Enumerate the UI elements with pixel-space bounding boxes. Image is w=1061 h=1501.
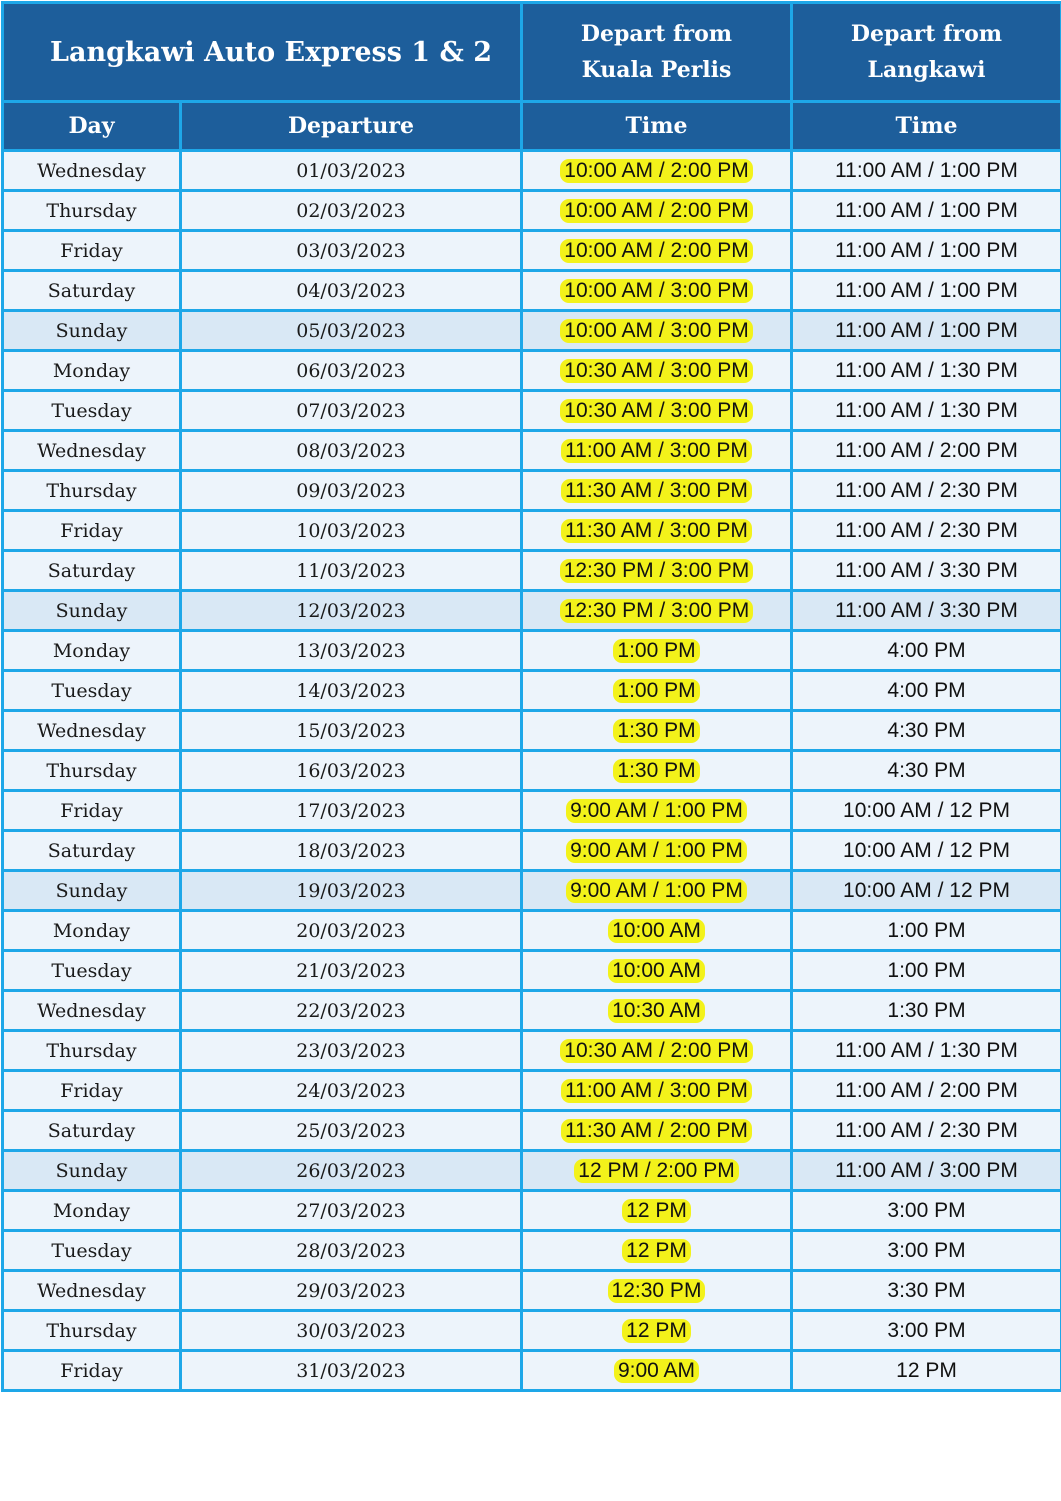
highlighted-time: 12 PM / 2:00 PM — [574, 1159, 738, 1183]
table-row — [3, 471, 1061, 511]
kuala-perlis-time-cell — [522, 751, 792, 791]
table-row — [3, 1351, 1061, 1391]
highlighted-time: 10:00 AM / 3:00 PM — [560, 319, 752, 343]
langkawi-time-cell: 11:00 AM / 2:30 PM — [792, 471, 1061, 511]
table-row — [3, 351, 1061, 391]
highlighted-time: 11:30 AM / 2:00 PM — [561, 1119, 752, 1143]
departure-date-cell: 27/03/2023 — [181, 1191, 522, 1231]
departure-date-cell: 16/03/2023 — [181, 751, 522, 791]
highlighted-time: 12:30 PM / 3:00 PM — [560, 599, 754, 623]
day-cell: Friday — [3, 791, 181, 831]
kuala-perlis-time-cell — [522, 1031, 792, 1071]
highlighted-time: 10:00 AM / 2:00 PM — [560, 159, 752, 183]
departure-date-cell: 24/03/2023 — [181, 1071, 522, 1111]
kuala-perlis-time-cell — [522, 1351, 792, 1391]
kuala-perlis-time-cell — [522, 511, 792, 551]
table-row — [3, 631, 1061, 671]
highlighted-time: 11:30 AM / 3:00 PM — [561, 519, 752, 543]
header-kp-line1: Depart from — [523, 16, 790, 52]
table-title: Langkawi Auto Express 1 & 2 — [3, 3, 522, 102]
highlighted-time: 10:00 AM / 2:00 PM — [560, 239, 752, 263]
highlighted-time: 1:30 PM — [613, 719, 699, 743]
departure-date-cell: 03/03/2023 — [181, 231, 522, 271]
kuala-perlis-time-cell — [522, 351, 792, 391]
langkawi-time-cell: 11:00 AM / 1:00 PM — [792, 311, 1061, 351]
kuala-perlis-time-cell — [522, 1111, 792, 1151]
day-cell: Monday — [3, 911, 181, 951]
langkawi-time-cell: 11:00 AM / 2:30 PM — [792, 1111, 1061, 1151]
kuala-perlis-time-cell — [522, 431, 792, 471]
table-row — [3, 831, 1061, 871]
kuala-perlis-time-cell — [522, 471, 792, 511]
day-cell: Wednesday — [3, 1271, 181, 1311]
departure-date-cell: 26/03/2023 — [181, 1151, 522, 1191]
highlighted-time: 11:30 AM / 3:00 PM — [561, 479, 752, 503]
highlighted-time: 12:30 PM / 3:00 PM — [560, 559, 754, 583]
table-row — [3, 551, 1061, 591]
day-cell: Thursday — [3, 751, 181, 791]
table-row — [3, 1031, 1061, 1071]
day-cell: Friday — [3, 1071, 181, 1111]
langkawi-time-cell: 11:00 AM / 1:00 PM — [792, 191, 1061, 231]
langkawi-time-cell: 4:00 PM — [792, 671, 1061, 711]
table-row — [3, 671, 1061, 711]
day-cell: Sunday — [3, 871, 181, 911]
highlighted-time: 12 PM — [622, 1199, 691, 1223]
day-cell: Saturday — [3, 551, 181, 591]
langkawi-time-cell: 11:00 AM / 1:30 PM — [792, 391, 1061, 431]
highlighted-time: 9:00 AM / 1:00 PM — [566, 799, 747, 823]
langkawi-time-cell: 3:00 PM — [792, 1231, 1061, 1271]
kuala-perlis-time-cell — [522, 1271, 792, 1311]
langkawi-time-cell: 11:00 AM / 2:30 PM — [792, 511, 1061, 551]
highlighted-time: 12:30 PM — [608, 1279, 706, 1303]
kuala-perlis-time-cell — [522, 951, 792, 991]
highlighted-time: 9:00 AM / 1:00 PM — [566, 839, 747, 863]
column-header-row — [3, 102, 1061, 151]
departure-date-cell: 09/03/2023 — [181, 471, 522, 511]
langkawi-time-cell: 1:00 PM — [792, 911, 1061, 951]
day-cell: Friday — [3, 511, 181, 551]
table-row — [3, 591, 1061, 631]
table-row — [3, 1311, 1061, 1351]
highlighted-time: 10:30 AM — [608, 999, 705, 1023]
departure-date-cell: 28/03/2023 — [181, 1231, 522, 1271]
langkawi-time-cell: 1:00 PM — [792, 951, 1061, 991]
langkawi-time-cell: 4:00 PM — [792, 631, 1061, 671]
langkawi-time-cell: 11:00 AM / 1:00 PM — [792, 271, 1061, 311]
day-cell: Thursday — [3, 471, 181, 511]
column-header-time-langkawi: Time — [792, 102, 1061, 151]
kuala-perlis-time-cell — [522, 311, 792, 351]
day-cell: Monday — [3, 631, 181, 671]
day-cell: Saturday — [3, 1111, 181, 1151]
langkawi-time-cell: 11:00 AM / 3:30 PM — [792, 591, 1061, 631]
table-row — [3, 711, 1061, 751]
day-cell: Wednesday — [3, 431, 181, 471]
header-lk-line1: Depart from — [793, 16, 1060, 52]
langkawi-time-cell: 1:30 PM — [792, 991, 1061, 1031]
departure-date-cell: 05/03/2023 — [181, 311, 522, 351]
kuala-perlis-time-cell — [522, 631, 792, 671]
header-lk-line2: Langkawi — [793, 52, 1060, 88]
kuala-perlis-time-cell — [522, 711, 792, 751]
departure-date-cell: 02/03/2023 — [181, 191, 522, 231]
departure-date-cell: 07/03/2023 — [181, 391, 522, 431]
day-cell: Tuesday — [3, 391, 181, 431]
kuala-perlis-time-cell — [522, 151, 792, 191]
kuala-perlis-time-cell — [522, 831, 792, 871]
langkawi-time-cell: 11:00 AM / 2:00 PM — [792, 1071, 1061, 1111]
header-kp-line2: Kuala Perlis — [523, 52, 790, 88]
day-cell: Wednesday — [3, 991, 181, 1031]
langkawi-time-cell: 3:00 PM — [792, 1191, 1061, 1231]
table-row — [3, 1191, 1061, 1231]
departure-date-cell: 12/03/2023 — [181, 591, 522, 631]
kuala-perlis-time-cell — [522, 1071, 792, 1111]
departure-date-cell: 30/03/2023 — [181, 1311, 522, 1351]
day-cell: Sunday — [3, 1151, 181, 1191]
departure-date-cell: 01/03/2023 — [181, 151, 522, 191]
kuala-perlis-time-cell — [522, 911, 792, 951]
langkawi-time-cell: 4:30 PM — [792, 711, 1061, 751]
table-row — [3, 231, 1061, 271]
highlighted-time: 9:00 AM / 1:00 PM — [566, 879, 747, 903]
langkawi-time-cell: 11:00 AM / 3:00 PM — [792, 1151, 1061, 1191]
departure-date-cell: 08/03/2023 — [181, 431, 522, 471]
langkawi-time-cell: 11:00 AM / 2:00 PM — [792, 431, 1061, 471]
departure-date-cell: 14/03/2023 — [181, 671, 522, 711]
kuala-perlis-time-cell — [522, 871, 792, 911]
departure-date-cell: 10/03/2023 — [181, 511, 522, 551]
day-cell: Sunday — [3, 311, 181, 351]
kuala-perlis-time-cell — [522, 671, 792, 711]
departure-date-cell: 15/03/2023 — [181, 711, 522, 751]
highlighted-time: 10:30 AM / 2:00 PM — [560, 1039, 752, 1063]
langkawi-time-cell: 10:00 AM / 12 PM — [792, 871, 1061, 911]
table-row — [3, 1111, 1061, 1151]
table-row — [3, 391, 1061, 431]
table-row — [3, 1151, 1061, 1191]
departure-date-cell: 11/03/2023 — [181, 551, 522, 591]
kuala-perlis-time-cell — [522, 391, 792, 431]
highlighted-time: 10:30 AM / 3:00 PM — [560, 359, 752, 383]
ferry-schedule-table — [1, 1, 1061, 1392]
departure-date-cell: 31/03/2023 — [181, 1351, 522, 1391]
kuala-perlis-time-cell — [522, 271, 792, 311]
table-row — [3, 431, 1061, 471]
departure-date-cell: 25/03/2023 — [181, 1111, 522, 1151]
table-row — [3, 991, 1061, 1031]
kuala-perlis-time-cell — [522, 591, 792, 631]
kuala-perlis-time-cell — [522, 191, 792, 231]
day-cell: Monday — [3, 1191, 181, 1231]
column-header-time-kuala-perlis: Time — [522, 102, 792, 151]
highlighted-time: 10:00 AM — [608, 919, 705, 943]
highlighted-time: 10:30 AM / 3:00 PM — [560, 399, 752, 423]
day-cell: Thursday — [3, 1031, 181, 1071]
kuala-perlis-time-cell — [522, 1151, 792, 1191]
highlighted-time: 1:00 PM — [613, 639, 699, 663]
table-row — [3, 511, 1061, 551]
langkawi-time-cell: 4:30 PM — [792, 751, 1061, 791]
kuala-perlis-time-cell — [522, 1191, 792, 1231]
langkawi-time-cell: 10:00 AM / 12 PM — [792, 831, 1061, 871]
day-cell: Tuesday — [3, 671, 181, 711]
table-row — [3, 911, 1061, 951]
table-row — [3, 871, 1061, 911]
table-row — [3, 951, 1061, 991]
table-row — [3, 271, 1061, 311]
header-depart-langkawi — [792, 3, 1061, 102]
departure-date-cell: 19/03/2023 — [181, 871, 522, 911]
column-header-departure: Departure — [181, 102, 522, 151]
highlighted-time: 1:00 PM — [613, 679, 699, 703]
day-cell: Friday — [3, 231, 181, 271]
table-row — [3, 311, 1061, 351]
day-cell: Tuesday — [3, 951, 181, 991]
highlighted-time: 12 PM — [622, 1319, 691, 1343]
departure-date-cell: 29/03/2023 — [181, 1271, 522, 1311]
departure-date-cell: 13/03/2023 — [181, 631, 522, 671]
highlighted-time: 11:00 AM / 3:00 PM — [561, 1079, 752, 1103]
day-cell: Sunday — [3, 591, 181, 631]
day-cell: Wednesday — [3, 151, 181, 191]
day-cell: Monday — [3, 351, 181, 391]
kuala-perlis-time-cell — [522, 791, 792, 831]
day-cell: Saturday — [3, 271, 181, 311]
langkawi-time-cell: 3:30 PM — [792, 1271, 1061, 1311]
table-row — [3, 791, 1061, 831]
table-row — [3, 1071, 1061, 1111]
highlighted-time: 10:00 AM / 3:00 PM — [560, 279, 752, 303]
kuala-perlis-time-cell — [522, 991, 792, 1031]
highlighted-time: 11:00 AM / 3:00 PM — [561, 439, 752, 463]
schedule-body — [3, 151, 1061, 1391]
day-cell: Saturday — [3, 831, 181, 871]
langkawi-time-cell: 10:00 AM / 12 PM — [792, 791, 1061, 831]
kuala-perlis-time-cell — [522, 551, 792, 591]
table-row — [3, 1271, 1061, 1311]
highlighted-time: 10:00 AM — [608, 959, 705, 983]
column-header-day: Day — [3, 102, 181, 151]
departure-date-cell: 18/03/2023 — [181, 831, 522, 871]
highlighted-time: 12 PM — [622, 1239, 691, 1263]
langkawi-time-cell: 11:00 AM / 1:30 PM — [792, 1031, 1061, 1071]
departure-date-cell: 22/03/2023 — [181, 991, 522, 1031]
langkawi-time-cell: 11:00 AM / 1:30 PM — [792, 351, 1061, 391]
table-row — [3, 751, 1061, 791]
langkawi-time-cell: 11:00 AM / 3:30 PM — [792, 551, 1061, 591]
day-cell: Wednesday — [3, 711, 181, 751]
table-row — [3, 1231, 1061, 1271]
day-cell: Tuesday — [3, 1231, 181, 1271]
departure-date-cell: 06/03/2023 — [181, 351, 522, 391]
departure-date-cell: 20/03/2023 — [181, 911, 522, 951]
departure-date-cell: 17/03/2023 — [181, 791, 522, 831]
highlighted-time: 1:30 PM — [613, 759, 699, 783]
departure-date-cell: 04/03/2023 — [181, 271, 522, 311]
langkawi-time-cell: 11:00 AM / 1:00 PM — [792, 151, 1061, 191]
header-depart-kuala-perlis — [522, 3, 792, 102]
kuala-perlis-time-cell — [522, 1311, 792, 1351]
departure-date-cell: 21/03/2023 — [181, 951, 522, 991]
kuala-perlis-time-cell — [522, 1231, 792, 1271]
title-row — [3, 3, 1061, 102]
highlighted-time: 10:00 AM / 2:00 PM — [560, 199, 752, 223]
langkawi-time-cell: 12 PM — [792, 1351, 1061, 1391]
langkawi-time-cell: 11:00 AM / 1:00 PM — [792, 231, 1061, 271]
table-row — [3, 191, 1061, 231]
langkawi-time-cell: 3:00 PM — [792, 1311, 1061, 1351]
table-row — [3, 151, 1061, 191]
day-cell: Friday — [3, 1351, 181, 1391]
day-cell: Thursday — [3, 191, 181, 231]
kuala-perlis-time-cell — [522, 231, 792, 271]
departure-date-cell: 23/03/2023 — [181, 1031, 522, 1071]
day-cell: Thursday — [3, 1311, 181, 1351]
highlighted-time: 9:00 AM — [614, 1359, 699, 1383]
